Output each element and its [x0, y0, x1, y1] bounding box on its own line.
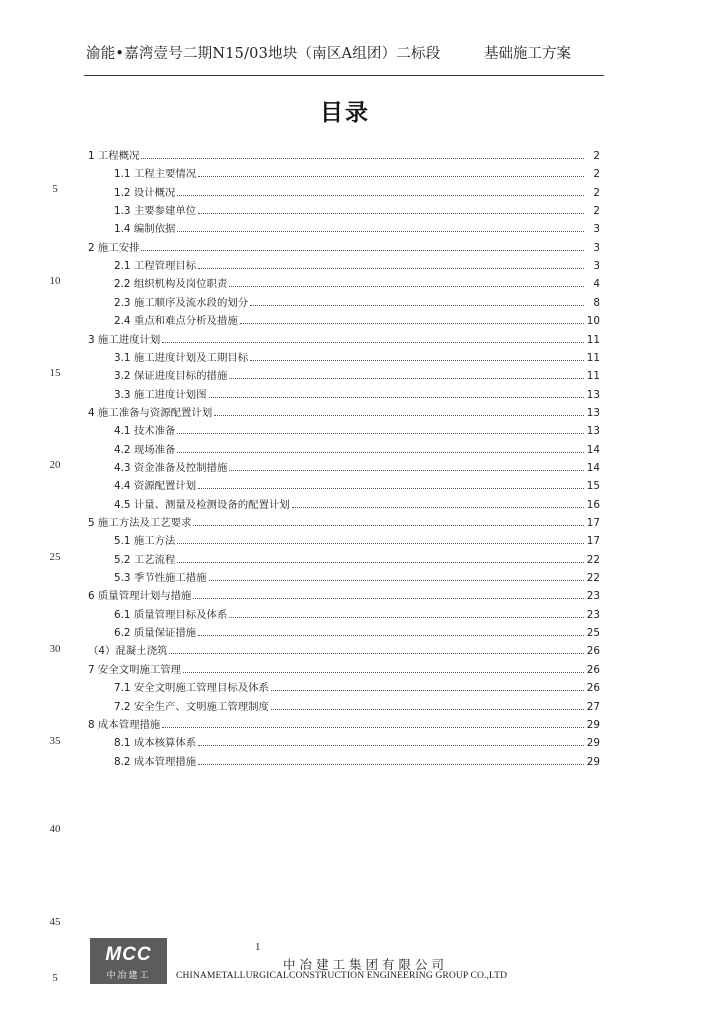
- toc-entry[interactable]: [88, 401, 600, 419]
- toc-dot-leader: [229, 616, 584, 618]
- toc-entry-label: 1.3 主要参建单位: [114, 205, 197, 218]
- toc-entry-page: 13: [586, 388, 600, 401]
- toc-dot-leader: [177, 230, 584, 232]
- toc-entry-label: 7.2 安全生产、文明施工管理制度: [114, 700, 269, 713]
- toc-dot-leader: [229, 469, 584, 471]
- toc-entry-label: 2.2 组织机构及岗位职责: [114, 278, 228, 291]
- toc-entry-page: 10: [586, 315, 600, 328]
- line-number: 45: [49, 916, 61, 928]
- line-number: 5: [52, 183, 58, 195]
- toc-entry-page: 26: [586, 682, 600, 695]
- toc-entry-page: 11: [586, 333, 600, 346]
- toc-entry[interactable]: [88, 713, 600, 731]
- toc-entry-label: 5.1 施工方法: [114, 535, 176, 548]
- toc-dot-leader: [162, 726, 584, 728]
- toc-entry[interactable]: [88, 639, 600, 657]
- toc-entry-page: 26: [586, 645, 600, 658]
- toc-dot-leader: [198, 487, 584, 489]
- toc-entry-label: 6.2 质量保证措施: [114, 627, 197, 640]
- toc-entry-page: 17: [586, 535, 600, 548]
- toc-entry-label: 8.1 成本核算体系: [114, 737, 197, 750]
- toc-entry[interactable]: [114, 456, 600, 474]
- toc-entry-page: 27: [586, 700, 600, 713]
- toc-entry-label: 4.4 资源配置计划: [114, 480, 197, 493]
- toc-entry[interactable]: [88, 511, 600, 529]
- toc-dot-leader: [229, 285, 584, 287]
- toc-dot-leader: [271, 689, 584, 691]
- header-document-title: 基础施工方案: [484, 46, 571, 62]
- line-number: 35: [49, 735, 61, 747]
- toc-entry[interactable]: [114, 548, 600, 566]
- toc-entry-label: 3.3 施工进度计划图: [114, 388, 207, 401]
- toc-entry[interactable]: [114, 695, 600, 713]
- toc-entry-label: 6 质量管理计划与措施: [88, 590, 192, 603]
- toc-entry[interactable]: [114, 419, 600, 437]
- mcc-logo: [90, 938, 167, 984]
- toc-dot-leader: [198, 634, 584, 636]
- toc-dot-leader: [292, 506, 584, 508]
- toc-entry-page: 14: [586, 461, 600, 474]
- toc-entry[interactable]: [114, 181, 600, 199]
- toc-dot-leader: [141, 157, 584, 159]
- toc-entry-label: 2.3 施工顺序及流水段的划分: [114, 296, 249, 309]
- toc-entry-page: 2: [593, 186, 600, 199]
- line-number: 5: [52, 972, 58, 984]
- toc-dot-leader: [250, 304, 584, 306]
- toc-entry[interactable]: [88, 236, 600, 254]
- toc-entry-label: 3 施工进度计划: [88, 333, 161, 346]
- toc-entry-label: 7 安全文明施工管理: [88, 663, 182, 676]
- toc-entry-page: 23: [586, 590, 600, 603]
- toc-dot-leader: [198, 763, 584, 765]
- toc-entry-label: 5 施工方法及工艺要求: [88, 517, 192, 529]
- page-number: 1: [255, 941, 261, 953]
- company-name-cn: 中冶建工集团有限公司: [283, 957, 449, 972]
- toc-entry-label: 1.1 工程主要情况: [114, 168, 197, 181]
- toc-dot-leader: [162, 341, 584, 343]
- toc-entry-label: 4 施工准备与资源配置计划: [88, 406, 213, 419]
- toc-entry-label: 4.1 技术准备: [114, 425, 176, 438]
- toc-dot-leader: [198, 175, 584, 177]
- line-number: 10: [49, 275, 61, 287]
- toc-dot-leader: [177, 451, 584, 453]
- toc-dot-leader: [198, 267, 584, 269]
- header-project-title: 渝能•嘉湾壹号二期N15/03地块（南区A组团）二标段: [86, 46, 441, 62]
- toc-entry[interactable]: [114, 621, 600, 639]
- toc-entry-label: 4.5 计量、测量及检测设备的配置计划: [114, 498, 290, 511]
- toc-entry-page: 22: [586, 572, 600, 585]
- toc-entry-label: 5.3 季节性施工措施: [114, 572, 207, 585]
- toc-dot-leader: [240, 322, 584, 324]
- toc-entry[interactable]: [114, 731, 600, 749]
- toc-entry-label: 2.1 工程管理目标: [114, 260, 197, 273]
- toc-entry[interactable]: [114, 529, 600, 547]
- toc-entry-page: 13: [586, 406, 600, 419]
- toc-dot-leader: [183, 671, 584, 673]
- toc-entry[interactable]: [114, 199, 600, 217]
- line-number: 25: [49, 551, 61, 563]
- toc-entry-page: 14: [586, 443, 600, 456]
- toc-entry[interactable]: [114, 750, 600, 768]
- toc-entry[interactable]: [114, 162, 600, 180]
- toc-entry-label: 2.4 重点和难点分析及措施: [114, 315, 238, 328]
- toc-entry[interactable]: [88, 144, 600, 162]
- logo-cn-text: 中冶建工: [106, 971, 151, 981]
- toc-entry[interactable]: [114, 603, 600, 621]
- toc-entry-label: 8 成本管理措施: [88, 718, 161, 731]
- toc-entry-label: 3.1 施工进度计划及工期目标: [114, 351, 249, 364]
- toc-entry-page: 26: [586, 663, 600, 676]
- toc-dot-leader: [209, 396, 584, 398]
- toc-entry-page: 29: [586, 737, 600, 750]
- toc-dot-leader: [193, 524, 584, 526]
- toc-dot-leader: [141, 249, 584, 251]
- toc-dot-leader: [177, 542, 584, 544]
- toc-entry-page: 2: [593, 205, 600, 218]
- toc-entry[interactable]: [114, 291, 600, 309]
- toc-dot-leader: [198, 744, 584, 746]
- toc-entry-page: 17: [586, 517, 600, 529]
- toc-entry-page: 15: [586, 480, 600, 493]
- toc-entry-page: 3: [593, 241, 600, 254]
- toc-entry-label: 4.2 现场准备: [114, 443, 176, 456]
- line-number: 20: [49, 459, 61, 471]
- toc-entry-page: 29: [586, 718, 600, 731]
- toc-dot-leader: [229, 377, 584, 379]
- toc-entry[interactable]: [114, 272, 600, 290]
- line-number: 30: [49, 643, 61, 655]
- toc-dot-leader: [177, 432, 584, 434]
- toc-dot-leader: [271, 708, 584, 710]
- toc-entry[interactable]: [88, 658, 600, 676]
- toc-entry-label: 4.3 资金准备及控制措施: [114, 461, 228, 474]
- toc-entry[interactable]: [114, 309, 600, 327]
- toc-dot-leader: [193, 597, 584, 599]
- toc-entry-label: 2 施工安排: [88, 241, 140, 254]
- toc-entry[interactable]: [114, 438, 600, 456]
- toc-entry[interactable]: [88, 328, 600, 346]
- toc-entry-label: 6.1 质量管理目标及体系: [114, 608, 228, 621]
- toc-entry[interactable]: [114, 676, 600, 694]
- toc-entry[interactable]: [114, 566, 600, 584]
- toc-entry[interactable]: [114, 493, 600, 511]
- toc-entry-page: 13: [586, 425, 600, 438]
- logo-text: MCC: [105, 944, 152, 965]
- toc-dot-leader: [177, 561, 584, 563]
- toc-entry-label: 5.2 工艺流程: [114, 553, 176, 566]
- toc-dot-leader: [214, 414, 584, 416]
- toc-entry-page: 16: [586, 498, 600, 511]
- toc-dot-leader: [209, 579, 584, 581]
- toc-entry-label: 1 工程概况: [88, 150, 140, 162]
- toc-entry-page: 25: [586, 627, 600, 640]
- toc-entry-page: 4: [593, 278, 600, 291]
- toc-entry-page: 3: [593, 223, 600, 236]
- toc-entry-label: 3.2 保证进度目标的措施: [114, 370, 228, 383]
- toc-entry-page: 8: [593, 296, 600, 309]
- toc-entry[interactable]: [114, 383, 600, 401]
- toc-entry-label: 1.4 编制依据: [114, 223, 176, 236]
- toc-dot-leader: [198, 212, 584, 214]
- toc-entry-page: 3: [593, 260, 600, 273]
- toc-dot-leader: [177, 194, 584, 196]
- toc-entry-page: 29: [586, 755, 600, 768]
- toc-dot-leader: [169, 652, 584, 654]
- company-name-en: CHINAMETALLURGICALCONSTRUCTION ENGINEERING GROUP CO.,LTD: [176, 970, 508, 981]
- toc-entry[interactable]: [88, 584, 600, 602]
- toc-entry[interactable]: [114, 217, 600, 235]
- page-header: [86, 42, 606, 62]
- toc-entry-page: 2: [593, 150, 600, 162]
- toc-entry-label: 8.2 成本管理措施: [114, 755, 197, 768]
- toc-entry-page: 11: [586, 351, 600, 364]
- toc-entry[interactable]: [114, 474, 600, 492]
- line-number: 40: [49, 823, 61, 835]
- toc-dot-leader: [250, 359, 584, 361]
- toc-entry[interactable]: [114, 364, 600, 382]
- toc-entry-label: 7.1 安全文明施工管理目标及体系: [114, 682, 269, 695]
- toc-entry-page: 2: [593, 168, 600, 181]
- toc-entry-page: 11: [586, 370, 600, 383]
- header-rule: [84, 75, 604, 76]
- line-number: 15: [49, 367, 61, 379]
- toc-entry[interactable]: [114, 254, 600, 272]
- toc-entry-label: 1.2 设计概况: [114, 186, 176, 199]
- toc-title: 目录: [320, 100, 370, 126]
- toc-entry-page: 23: [586, 608, 600, 621]
- toc-entry-page: 22: [586, 553, 600, 566]
- toc-entry[interactable]: [114, 346, 600, 364]
- toc-entry-label: （4）混凝土浇筑: [88, 645, 168, 658]
